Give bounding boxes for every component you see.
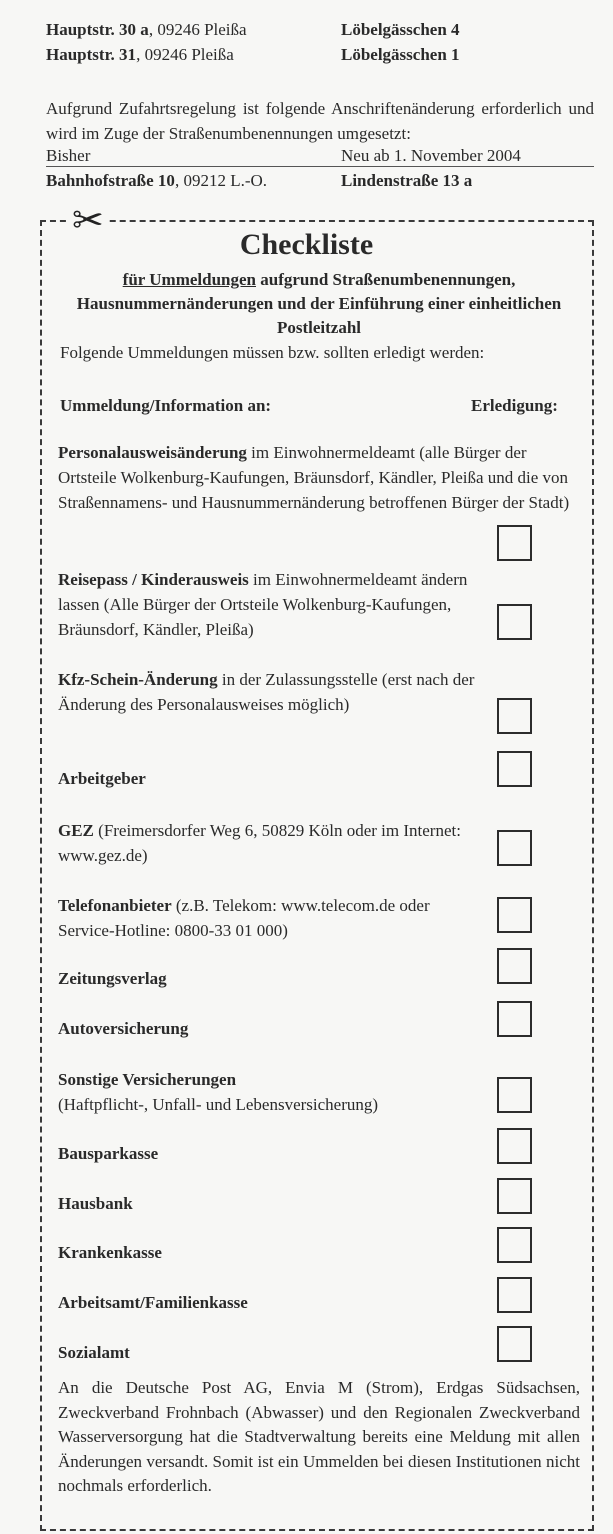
item-desc: (z.B. Telekom: www.telecom.de oder Service-Hotline: 0800-33 01 000): [58, 896, 430, 940]
item-title: Autoversicherung: [58, 1019, 189, 1038]
subtitle-underlined: für Ummeldungen: [122, 270, 256, 289]
item-title: GEZ: [58, 821, 94, 840]
subtitle-rest: aufgrund Straßenumbenennungen, Hausnummernänderungen und der Einführung einer einheitlichen Postleitzahl: [76, 270, 562, 337]
checkbox-arbeitsamt[interactable]: [497, 1277, 532, 1313]
checklist-subtitle: [60, 268, 578, 340]
checklist-lead: Folgende Ummeldungen müssen bzw. sollten erledigt werden:: [60, 343, 485, 362]
checkbox-sozialamt[interactable]: [497, 1326, 532, 1362]
checkbox-sonstige-versicherungen[interactable]: [497, 1077, 532, 1113]
item-desc: (Haftpflicht-, Unfall- und Lebensversicherung): [58, 1095, 379, 1114]
new-address-1: Löbelgässchen 4: [341, 20, 460, 39]
checkbox-reisepass[interactable]: [497, 604, 532, 640]
checklist-item-telefonanbieter: [58, 893, 488, 943]
item-title: Personalausweisänderung: [58, 443, 247, 462]
item-desc: in der Zulassungsstelle (erst nach der Änderung des Personalausweises möglich): [58, 670, 475, 714]
checklist-item-gez: [58, 818, 468, 868]
checklist-item-personalausweis: [58, 440, 580, 515]
new-label: Neu ab 1. November 2004: [341, 146, 521, 165]
checklist-item-reisepass: [58, 567, 488, 642]
old-address-3-street: Bahnhofstraße 10: [46, 171, 175, 190]
checkbox-autoversicherung[interactable]: [497, 1001, 532, 1037]
checkbox-telefonanbieter[interactable]: [497, 897, 532, 933]
checkbox-bausparkasse[interactable]: [497, 1128, 532, 1164]
item-title: Arbeitgeber: [58, 769, 146, 788]
item-title: Telefonanbieter: [58, 896, 172, 915]
item-title: Hausbank: [58, 1194, 133, 1213]
old-address-3: [46, 171, 267, 191]
column-header-recipient: Ummeldung/Information an:: [60, 396, 272, 415]
new-address-2: Löbelgässchen 1: [341, 45, 460, 64]
checkbox-kfz[interactable]: [497, 698, 532, 734]
item-title: Krankenkasse: [58, 1243, 162, 1262]
new-address-3: Lindenstraße 13 a: [341, 171, 473, 190]
item-title: Reisepass / Kinderausweis: [58, 570, 249, 589]
item-desc: im Einwohnermeldeamt (alle Bürger der Ortsteile Wolkenburg-Kaufungen, Bräunsdorf, Kändler, Pleißa und die von Straßennamens- und Hausnummernänderung betroffenen Bürger der Stadt): [58, 443, 570, 512]
checklist-footer-note: An die Deutsche Post AG, Envia M (Strom), Erdgas Südsachsen, Zweckverband Frohnbach (Abwasser) und den Regionalen Zweckverband Wasserversorgung hat die Stadtverwaltung bereits eine Meldung mit allen Änderungen versandt. Somit ist ein Ummelden bei diesen Institutionen nicht nochmals erforderlich.: [58, 1378, 580, 1495]
item-desc: (Freimersdorfer Weg 6, 50829 Köln oder im Internet: www.gez.de): [58, 821, 461, 865]
checkbox-krankenkasse[interactable]: [497, 1227, 532, 1263]
checkbox-gez[interactable]: [497, 830, 532, 866]
old-label: Bisher: [46, 146, 91, 165]
item-title: Arbeitsamt/Familienkasse: [58, 1293, 248, 1312]
old-address-1-city: , 09246 Pleißa: [148, 20, 247, 39]
checklist-item-kfz: [58, 667, 478, 717]
old-address-1-street: Hauptstr. 30 a: [46, 20, 149, 39]
item-title: Sonstige Versicherungen: [58, 1070, 237, 1089]
checkbox-zeitungsverlag[interactable]: [497, 948, 532, 984]
divider-line: [46, 166, 594, 167]
old-address-1: [46, 20, 247, 40]
checklist-title: Checkliste: [239, 228, 374, 261]
checkbox-hausbank[interactable]: [497, 1178, 532, 1214]
old-address-2: [46, 45, 234, 65]
intro-text: Aufgrund Zufahrtsregelung ist folgende Anschriftenänderung erforderlich und wird im Zuge der Straßenumbenennungen umgesetzt:: [46, 99, 594, 143]
item-title: Zeitungsverlag: [58, 969, 167, 988]
column-header-done: Erledigung:: [471, 396, 558, 415]
item-title: Bausparkasse: [58, 1144, 159, 1163]
scissors-icon: ✂: [68, 200, 108, 240]
old-address-2-city: , 09246 Pleißa: [136, 45, 234, 64]
item-desc: im Einwohnermeldeamt ändern lassen (Alle Bürger der Ortsteile Wolkenburg-Kaufungen, Bräunsdorf, Kändler, Pleißa): [58, 570, 468, 639]
checklist-item-sonstige-versicherungen: [58, 1067, 458, 1117]
old-address-3-city: , 09212 L.-O.: [174, 171, 268, 190]
item-title: Sozialamt: [58, 1343, 130, 1362]
old-address-2-street: Hauptstr. 31: [46, 45, 137, 64]
checkbox-arbeitgeber[interactable]: [497, 751, 532, 787]
item-title: Kfz-Schein-Änderung: [58, 670, 218, 689]
checkbox-personalausweis[interactable]: [497, 525, 532, 561]
